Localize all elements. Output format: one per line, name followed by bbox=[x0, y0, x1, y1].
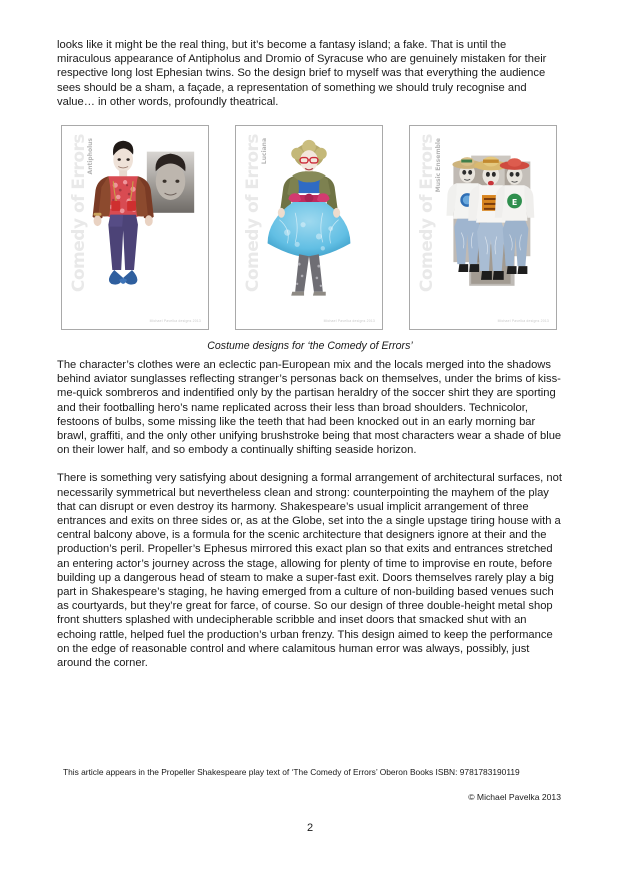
page-content bbox=[57, 38, 563, 684]
panel-subtitle: Antipholus bbox=[87, 138, 94, 175]
costume-panel-music-ensemble bbox=[409, 125, 557, 330]
page-footer bbox=[63, 766, 563, 802]
panel-title: Comedy of Errors bbox=[243, 134, 263, 293]
paragraph-intro: looks like it might be the real thing, but it’s become a fantasy island; a fake. That is until the miraculous appearance of Antipholus and Dromio of Syracuse who are genuinely mistaken for their respective long lost Ephesian twins. So the design brief to myself was that everything the audience sees should be a sham, a façade, a representation of something we should truly recognise and value… in other words, profoundly theatrical. bbox=[57, 39, 547, 108]
copyright-line: © Michael Pavelka 2013 bbox=[468, 792, 561, 802]
costume-designs-figure bbox=[57, 125, 563, 352]
paragraph-architecture: There is something very satisfying about designing a formal arrangement of architectural surfaces, not necessarily symmetrical but nevertheless clean and strong: counterpointing the mayhem of the play that can disrupt or even destroy its harmony. Shakespeare’s usual implicit arrangement of three entrances and exits on three sides or, as at the Globe, set into the a single upstage tiring house with a central balcony above, is a formula for the scenic architecture that designers ignore at their and the production’s peril. Propeller’s Ephesus mirrored this exact plan so that exits and entrances stretched an entering actor’s journey across the stage, allowing for plenty of time to improvise en route, before building up a dangerous head of steam to make a super-fast exit. Doors themselves rarely play a big part in Shakespeare’s staging, he having emerged from a culture of non-building based venues such as courtyards, but they’re great for farce, of course. So our design of three double-height metal shop front shutters splashed with undecipherable scribble and inset doors that smacked shut with an echoing rattle, helped fuel the production’s urban frenzy. This design aimed to keep the performance on the edge of reasonable control and where calamitous human error was always, possibly, just around the corner. bbox=[57, 472, 562, 670]
figure-caption: Costume designs for ‘the Comedy of Errors’ bbox=[207, 340, 413, 353]
paragraph-costume: The character’s clothes were an eclectic pan-European mix and the locals merged into the shadows behind aviator sunglasses reflecting stranger’s personas back on themselves, under the brims of kiss-me-quick sombreros and indentified only by the partisan heraldry of the soccer shirt they are sporting and their footballing hero’s name replicated across their less than broad shoulders. Technicolor, festoons of bulbs, some missing like the teeth that had been knocked out in an early morning bar brawl, graffiti, and the only other unifying brushstroke being that most characters wear a shade of blue on their lower half, and so embody a continually shifting seaside horizon. bbox=[57, 359, 562, 457]
costume-panel-antipholus bbox=[61, 125, 209, 330]
costume-panel-luciana bbox=[235, 125, 383, 330]
costume-panel-row bbox=[61, 125, 557, 330]
panel-signature: Michael Pavelka designs 2013 bbox=[497, 319, 549, 324]
svg-text:E: E bbox=[511, 197, 518, 207]
panel-title: Comedy of Errors bbox=[417, 134, 437, 293]
panel-subtitle: Music Ensemble bbox=[435, 138, 442, 193]
panel-subtitle: Luciana bbox=[261, 138, 268, 165]
panel-signature: Michael Pavelka designs 2013 bbox=[149, 319, 201, 324]
panel-signature: Michael Pavelka designs 2013 bbox=[323, 319, 375, 324]
page-number: 2 bbox=[306, 822, 314, 834]
article-source-note: This article appears in the Propeller Shakespeare play text of ‘The Comedy of Errors’ Oberon Books ISBN: 9781783190119 bbox=[63, 767, 520, 777]
panel-title: Comedy of Errors bbox=[69, 134, 89, 293]
